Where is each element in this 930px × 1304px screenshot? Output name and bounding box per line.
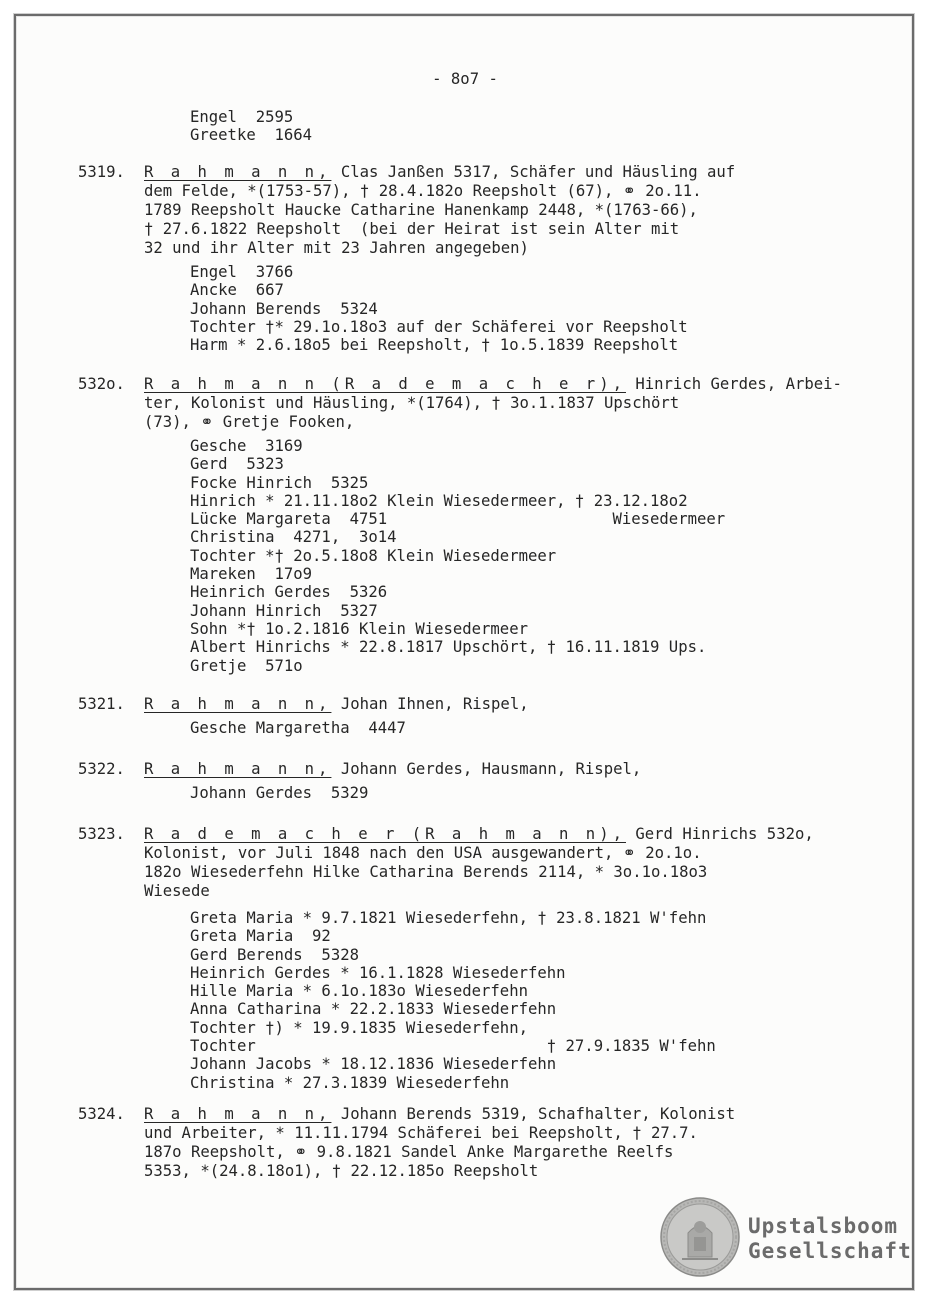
child-line: Anna Catharina * 22.2.1833 Wiesederfehn <box>190 1000 557 1019</box>
surname: R a h m a n n, <box>144 760 332 778</box>
entry-line: und Arbeiter, * 11.11.1794 Schäferei bei Reepsholt, † 27.7. <box>144 1124 698 1142</box>
children-list <box>190 108 838 145</box>
child-line: Sohn *† 1o.2.1816 Klein Wiesedermeer <box>190 619 528 638</box>
child-line: Tochter *† 2o.5.18o8 Klein Wiesedermeer <box>190 546 557 565</box>
child-line: Christina * 27.3.1839 Wiesederfehn <box>190 1073 510 1092</box>
entry-line: 32 und ihr Alter mit 23 Jahren angegeben) <box>144 239 529 257</box>
entry-line: Johann Berends 5319, Schafhalter, Kolonist <box>331 1105 736 1123</box>
seal-icon <box>660 1197 740 1277</box>
surname: R a h m a n n (R a d e m a c h e r), <box>144 375 626 393</box>
child-line: Mareken 17o9 <box>190 565 313 584</box>
children-list <box>190 263 838 354</box>
entry-text <box>144 163 838 258</box>
child-line: Gesche Margaretha 4447 <box>190 719 406 737</box>
child-line: Greetke 1664 <box>190 126 313 145</box>
entry-line: dem Felde, *(1753-57), † 28.4.182o Reepsholt (67), ⚭ 2o.11. <box>144 182 702 200</box>
surname: R a h m a n n, <box>144 1105 332 1123</box>
page-number: - 8o7 - <box>432 70 498 88</box>
child-line: Focke Hinrich 5325 <box>190 473 369 492</box>
entry-5321 <box>78 695 838 737</box>
child-line: Greta Maria * 9.7.1821 Wiesederfehn, † 23.8.1821 W'fehn <box>190 909 707 927</box>
child-line: Hille Maria * 6.1o.183o Wiesederfehn <box>190 982 528 1001</box>
child-line: Harm * 2.6.18o5 bei Reepsholt, † 1o.5.1839 Reepsholt <box>190 336 679 355</box>
child-line: Ancke 667 <box>190 281 284 300</box>
child-line: Hinrich * 21.11.18o2 Klein Wiesedermeer, † 23.12.18o2 <box>190 491 688 510</box>
entry-line: Wiesede <box>144 882 210 900</box>
entry-number: 5319. <box>78 163 125 181</box>
entry-5319 <box>78 163 838 354</box>
child-line: Gretje 571o <box>190 656 303 675</box>
entry-line: Johann Gerdes, Hausmann, Rispel, <box>331 760 642 778</box>
entry-text <box>144 695 838 714</box>
entry-text <box>144 825 838 901</box>
entry-line: Hinrich Gerdes, Arbei- <box>625 375 842 393</box>
brand-logo <box>748 1214 912 1264</box>
entry-5324 <box>78 1105 838 1181</box>
children-list <box>190 784 838 802</box>
entry-line: 5353, *(24.8.18o1), † 22.12.185o Reepsholt <box>144 1162 539 1180</box>
child-line: Johann Hinrich 5327 <box>190 601 378 620</box>
child-line: Engel 2595 <box>190 108 294 126</box>
child-line: Johann Berends 5324 <box>190 299 378 318</box>
entry-5320 <box>78 375 842 675</box>
child-line: Johann Jacobs * 18.12.1836 Wiesederfehn <box>190 1055 557 1074</box>
children-list <box>190 909 838 1092</box>
entry-line: 187o Reepsholt, ⚭ 9.8.1821 Sandel Anke Margarethe Reelfs <box>144 1143 674 1161</box>
child-line: Gerd Berends 5328 <box>190 945 359 964</box>
surname: R a d e m a c h e r (R a h m a n n), <box>144 825 626 843</box>
child-line: Heinrich Gerdes * 16.1.1828 Wiesederfehn <box>190 963 566 982</box>
child-line: Tochter †* 29.1o.18o3 auf der Schäferei vor Reepsholt <box>190 317 688 336</box>
brand-line-1: Upstalsboom <box>748 1214 899 1238</box>
child-line: Albert Hinrichs * 22.8.1817 Upschört, † 16.11.1819 Ups. <box>190 638 707 657</box>
entry-5323 <box>78 825 838 1092</box>
entry-number: 532o. <box>78 375 125 393</box>
children-list <box>190 719 838 737</box>
entry-number: 5322. <box>78 760 125 778</box>
brand-line-2: Gesellschaft <box>748 1239 912 1263</box>
entry-text <box>144 1105 838 1181</box>
child-line: Christina 4271, 3o14 <box>190 528 397 547</box>
child-line: Lücke Margareta 4751 Wiesedermeer <box>190 510 726 529</box>
entry-text <box>144 375 842 432</box>
carryover-children <box>78 108 838 145</box>
surname: R a h m a n n, <box>144 163 332 181</box>
entry-line: Gerd Hinrichs 532o, <box>625 825 814 843</box>
child-line: Tochter †) * 19.9.1835 Wiesederfehn, <box>190 1018 528 1037</box>
entry-number: 5321. <box>78 695 125 713</box>
children-list <box>190 437 838 675</box>
child-line: Tochter † 27.9.1835 W'fehn <box>190 1037 716 1056</box>
entry-line: Kolonist, vor Juli 1848 nach den USA ausgewandert, ⚭ 2o.1o. <box>144 844 702 862</box>
surname: R a h m a n n, <box>144 695 332 713</box>
entry-line: Johan Ihnen, Rispel, <box>331 695 529 713</box>
entry-text <box>144 760 838 779</box>
child-line: Greta Maria 92 <box>190 927 331 946</box>
entry-line: 182o Wiesederfehn Hilke Catharina Berends 2114, * 3o.1o.18o3 <box>144 863 708 881</box>
entry-line: Clas Janßen 5317, Schäfer und Häusling auf <box>331 163 736 181</box>
entry-5322 <box>78 760 838 802</box>
child-line: Gerd 5323 <box>190 455 284 474</box>
child-line: Engel 3766 <box>190 263 294 281</box>
entry-line: ter, Kolonist und Häusling, *(1764), † 3o.1.1837 Upschört <box>144 394 680 412</box>
child-line: Johann Gerdes 5329 <box>190 784 369 802</box>
entry-line: † 27.6.1822 Reepsholt (bei der Heirat ist sein Alter mit <box>144 220 680 238</box>
entry-number: 5323. <box>78 825 125 843</box>
entry-line: (73), ⚭ Gretje Fooken, <box>144 413 355 431</box>
entry-number: 5324. <box>78 1105 125 1123</box>
entry-line: 1789 Reepsholt Haucke Catharine Hanenkamp 2448, *(1763-66), <box>144 201 698 219</box>
child-line: Gesche 3169 <box>190 437 303 455</box>
child-line: Heinrich Gerdes 5326 <box>190 583 388 602</box>
